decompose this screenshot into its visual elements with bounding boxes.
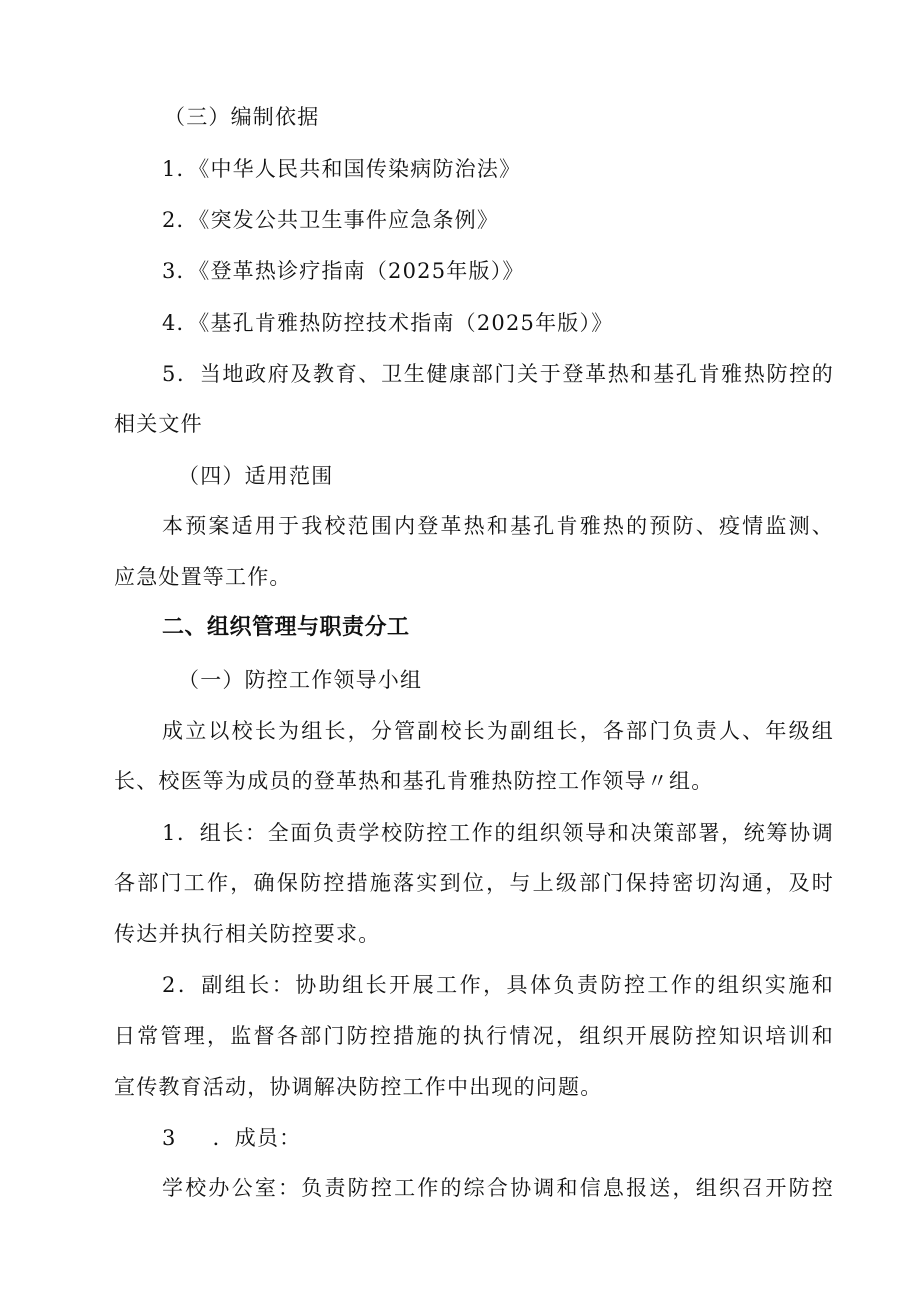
members-heading <box>162 1124 301 1152</box>
group-intro-line-1: 成立以校长为组长，分管副校长为副组长，各部门负责人、年级组 <box>162 719 834 743</box>
leader-duty-line-1: 1．组长：全面负责学校防控工作的组织领导和决策部署，统筹协调 <box>162 821 834 845</box>
basis-item-5-cont: 相关文件 <box>114 412 203 436</box>
basis-item-5: 5．当地政府及教育、卫生健康部门关于登革热和基孔肯雅热防控的 <box>162 362 834 386</box>
scope-paragraph-line-1: 本预案适用于我校范围内登革热和基孔肯雅热的预防、疫情监测、 <box>162 514 834 538</box>
leader-duty-line-3: 传达并执行相关防控要求。 <box>114 922 381 946</box>
basis-item-1: 1．《中华人民共和国传染病防治法》 <box>162 157 522 181</box>
basis-item-3: 3．《登革热诊疗指南（2025年版）》 <box>162 259 525 283</box>
section-heading-leadership-group: （一）防控工作领导小组 <box>178 668 423 692</box>
deputy-duty-line-1: 2．副组长：协助组长开展工作，具体负责防控工作的组织实施和 <box>162 973 834 997</box>
section-heading-scope: （四）适用范围 <box>178 464 334 488</box>
members-label: ．成员： <box>212 1126 302 1150</box>
deputy-duty-line-2: 日常管理，监督各部门防控措施的执行情况，组织开展防控知识培训和 <box>114 1024 834 1048</box>
group-intro-line-2: 长、校医等为成员的登革热和基孔肯雅热防控工作领导〃组。 <box>114 769 714 793</box>
leader-duty-line-2: 各部门工作，确保防控措施落实到位，与上级部门保持密切沟通，及时 <box>114 871 834 895</box>
scope-paragraph-line-2: 应急处置等工作。 <box>114 565 292 589</box>
office-duty-line-1: 学校办公室：负责防控工作的综合协调和信息报送，组织召开防控 <box>162 1176 834 1200</box>
basis-item-4: 4．《基孔肯雅热防控技术指南（2025年版）》 <box>162 311 614 335</box>
members-number: 3 <box>162 1126 177 1150</box>
part-heading-organization: 二、组织管理与职责分工 <box>162 615 410 640</box>
section-heading-basis: （三）编制依据 <box>164 105 320 129</box>
basis-item-2: 2．《突发公共卫生事件应急条例》 <box>162 208 500 232</box>
deputy-duty-line-3: 宣传教育活动，协调解决防控工作中出现的问题。 <box>114 1075 603 1099</box>
